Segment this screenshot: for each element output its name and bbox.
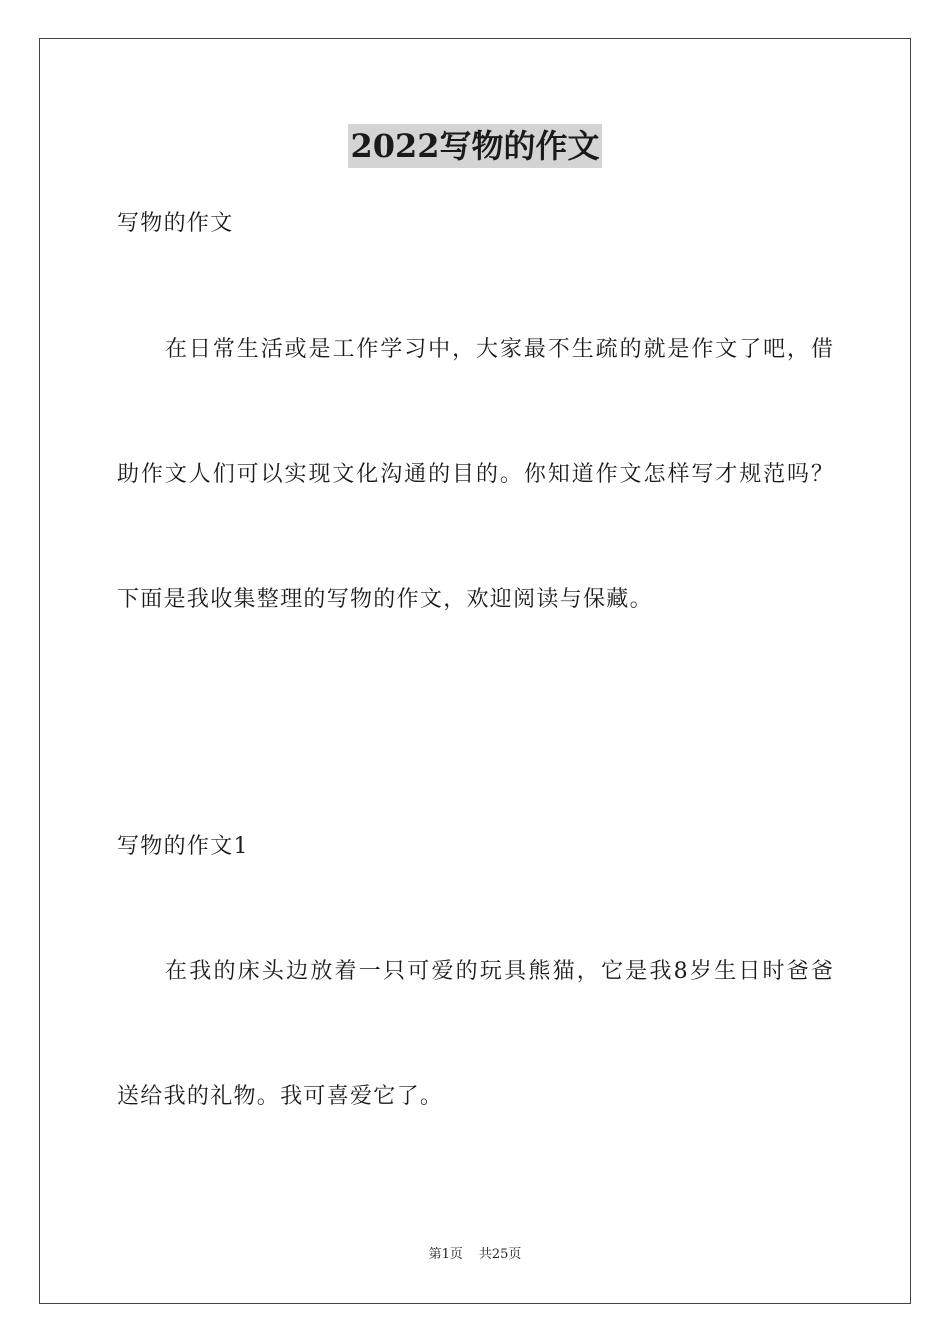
- section1-paragraph-line-2: 送给我的礼物。我可喜爱它了。: [117, 1084, 444, 1109]
- intro-paragraph-line-3: 下面是我收集整理的写物的作文，欢迎阅读与保藏。: [117, 587, 653, 612]
- page-total: 共25页: [478, 1247, 522, 1262]
- intro-paragraph-line-2: 助作文人们可以实现文化沟通的目的。你知道作文怎样写才规范吗？: [117, 462, 833, 487]
- page-footer: [0, 1246, 950, 1264]
- section1-paragraph-line-1: 在我的床头边放着一只可爱的玩具熊猫，它是我8岁生日时爸爸: [165, 959, 833, 984]
- intro-paragraph-line-1: 在日常生活或是工作学习中，大家最不生疏的就是作文了吧，借: [165, 337, 833, 362]
- section1-heading: 写物的作文1: [117, 834, 249, 859]
- document-title: 2022写物的作文: [348, 124, 601, 168]
- page-number: 第1页: [428, 1247, 463, 1262]
- section-heading: 写物的作文: [117, 211, 234, 236]
- document-title-block: [0, 124, 950, 168]
